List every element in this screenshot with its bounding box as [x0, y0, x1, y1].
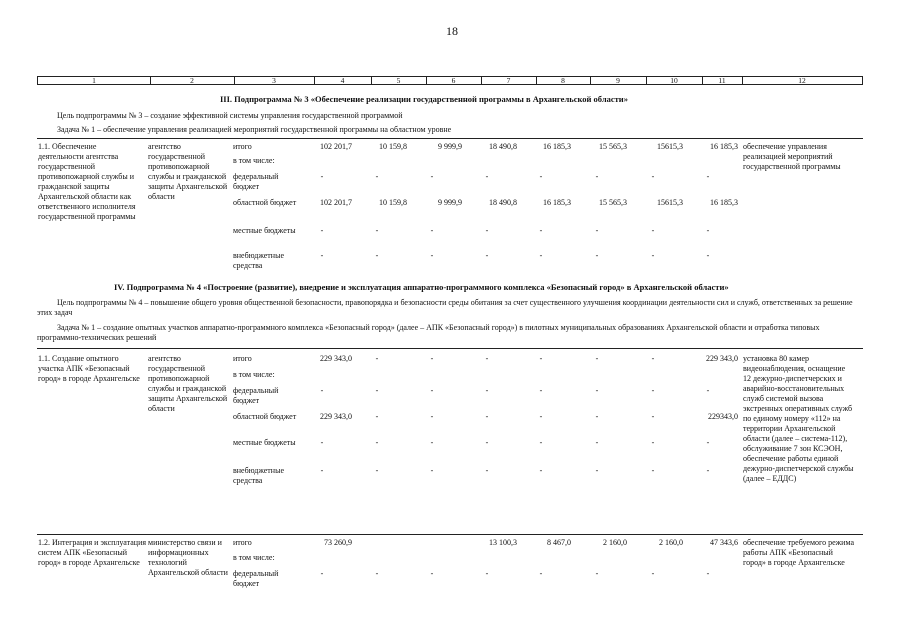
section4-item1-cell: -	[375, 466, 379, 475]
section4-task: Задача № 1 – создание опытных участков аппаратно-программного комплекса «Безопасный город» (далее – АПК «Безопасный город») в пилотных муниципальных образованиях Архангельской области и отработка типовых программно-технических решений	[37, 323, 820, 342]
section3-cell: 16 185,3	[710, 142, 738, 151]
section4-item1-cell: -	[320, 438, 324, 447]
section3-cell: -	[485, 251, 489, 260]
section4-item1-cell: -	[651, 438, 655, 447]
section3-cell: 102 201,7	[320, 142, 352, 151]
section4-item2-name: 1.2. Интеграция и эксплуатация систем АПК «Безопасный город» в городе Архангельске	[38, 538, 147, 567]
section3-separator	[37, 138, 863, 139]
section3-title: III. Подпрограмма № 3 «Обеспечение реализации государственной программы в Архангельской области»	[220, 94, 628, 104]
section3-cell: -	[706, 172, 710, 181]
section3-task: Задача № 1 – обеспечение управления реализацией мероприятий государственной программы на областном уровне	[57, 125, 452, 134]
section4-item1-cell: -	[706, 386, 710, 395]
section4-item1-row-label: в том числе:	[233, 370, 275, 379]
section4-item1-cell: -	[595, 386, 599, 395]
section4-separator	[37, 348, 863, 349]
section4-item1-cell: 229 343,0	[706, 354, 738, 363]
section4-item1-cell: -	[539, 354, 543, 363]
section3-row-label: в том числе:	[233, 156, 275, 165]
section4-item1-row-label: местные бюджеты	[233, 438, 296, 447]
section3-cell: -	[320, 172, 324, 181]
section4-item2-cell: -	[375, 569, 379, 578]
section3-row-label: местные бюджеты	[233, 226, 296, 235]
section3-cell: -	[651, 226, 655, 235]
section4-item1-cell: -	[485, 412, 489, 421]
section3-cell: -	[430, 172, 434, 181]
section3-cell: -	[430, 226, 434, 235]
section3-cell: 18 490,8	[489, 198, 517, 207]
section4-item1-cell: -	[430, 466, 434, 475]
col-header-7: 7	[481, 77, 537, 84]
section3-cell: -	[651, 251, 655, 260]
section3-cell: -	[539, 251, 543, 260]
section4-item2-row-label: федеральный бюджет	[233, 569, 279, 588]
section4-item1-cell: -	[595, 412, 599, 421]
section4-item1-cell: -	[320, 466, 324, 475]
section4-item1-cell: -	[651, 412, 655, 421]
section3-cell: 9 999,9	[438, 142, 462, 151]
section4-item1-cell: -	[706, 466, 710, 475]
section4-item1-cell: -	[651, 466, 655, 475]
section3-cell: -	[595, 251, 599, 260]
col-header-6: 6	[426, 77, 482, 84]
section3-cell: -	[539, 226, 543, 235]
section3-cell: 16 185,3	[543, 142, 571, 151]
section3-row-label: федеральный бюджет	[233, 172, 279, 191]
section4-item2-cell: -	[651, 569, 655, 578]
section4-item2-cell: 47 343,6	[710, 538, 738, 547]
section3-cell: -	[651, 172, 655, 181]
section4-item1-cell: -	[430, 386, 434, 395]
section4-item1-cell: -	[430, 412, 434, 421]
section4-item1-cell: -	[485, 386, 489, 395]
section4-item1-cell: -	[375, 354, 379, 363]
section4-item2-cell: 2 160,0	[603, 538, 627, 547]
page-number: 18	[446, 24, 458, 38]
section3-row-label: областной бюджет	[233, 198, 297, 207]
section4-item1-cell: 229 343,0	[320, 354, 352, 363]
section4-item1-cell: -	[375, 386, 379, 395]
section3-cell: 18 490,8	[489, 142, 517, 151]
section3-cell: -	[706, 226, 710, 235]
section3-cell: 10 159,8	[379, 198, 407, 207]
section4-item2-cell: 13 100,3	[489, 538, 517, 547]
section4-item1-cell: -	[651, 386, 655, 395]
section4-item2-separator	[37, 534, 863, 535]
section4-item1-cell: -	[651, 354, 655, 363]
section4-item1-result: установка 80 камер видеонаблюдения, оснащение 12 дежурно-диспетчерских и аварийно-восстановительных служб системой вызова экстренных оперативных служб по единому номеру «112» на территории Архангельской области (далее – система-112), обслуживание 7 зон КСЭОН, обеспечение работы единой дежурно-диспетчерской службы (далее – ЕДДС)	[743, 354, 854, 483]
section3-cell: -	[485, 226, 489, 235]
section4-item1-cell: -	[485, 438, 489, 447]
section3-cell: 102 201,7	[320, 198, 352, 207]
section4-item1-cell: -	[595, 354, 599, 363]
section3-cell: 10 159,8	[379, 142, 407, 151]
section3-cell: 16 185,3	[543, 198, 571, 207]
section4-item2-cell: 73 260,9	[324, 538, 352, 547]
section3-cell: -	[375, 172, 379, 181]
section4-item1-cell: -	[375, 438, 379, 447]
section4-item1-cell: -	[595, 438, 599, 447]
section4-goal: Цель подпрограммы № 4 – повышение общего уровня общественной безопасности, правопорядка и безопасности среды обитания за счет существенного улучшения координации деятельности сил и служб, ответственных за решение этих задач	[37, 298, 853, 317]
col-header-8: 8	[536, 77, 591, 84]
section4-item1-cell: -	[375, 412, 379, 421]
section4-item2-cell: 2 160,0	[659, 538, 683, 547]
section4-item2-cell: -	[706, 569, 710, 578]
section4-item1-executor: агентство государственной противопожарной службы и гражданской защиты Архангельской области	[148, 354, 228, 413]
section4-item1-row-label: итого	[233, 354, 252, 363]
section3-cell: -	[430, 251, 434, 260]
section4-item1-row-label: внебюджетные средства	[233, 466, 284, 485]
section4-item2-cell: -	[539, 569, 543, 578]
column-header-row	[37, 76, 863, 85]
section4-item2-result: обеспечение требуемого режима работы АПК «Безопасный город» в городе Архангельске	[743, 538, 855, 567]
section4-item1-cell: -	[539, 438, 543, 447]
section3-cell: -	[485, 172, 489, 181]
section3-item-name: 1.1. Обеспечение деятельности агентства государственной противопожарной службы и гражданской защиты Архангельской области как ответственного исполнителя государственной программы	[38, 142, 136, 221]
col-header-4: 4	[314, 77, 372, 84]
col-header-11: 11	[702, 77, 743, 84]
section3-cell: -	[595, 172, 599, 181]
section3-cell: 15 565,3	[599, 142, 627, 151]
section4-item1-cell: -	[485, 466, 489, 475]
section4-item1-cell: 229343,0	[708, 412, 738, 421]
section4-item2-cell: 8 467,0	[547, 538, 571, 547]
section4-item2-executor: министерство связи и информационных технологий Архангельской области	[148, 538, 228, 577]
section3-cell: 15 565,3	[599, 198, 627, 207]
section3-cell: 16 185,3	[710, 198, 738, 207]
section3-cell: -	[595, 226, 599, 235]
section3-cell: -	[375, 226, 379, 235]
section3-cell: -	[320, 251, 324, 260]
section3-cell: -	[375, 251, 379, 260]
col-header-1: 1	[38, 77, 151, 84]
section4-item1-cell: -	[430, 354, 434, 363]
section3-cell: 15615,3	[657, 142, 683, 151]
section4-item1-cell: -	[485, 354, 489, 363]
section4-item1-cell: -	[430, 438, 434, 447]
section4-item1-cell: -	[539, 412, 543, 421]
section3-cell: -	[320, 226, 324, 235]
section4-item1-cell: -	[320, 386, 324, 395]
section4-item1-row-label: федеральный бюджет	[233, 386, 279, 405]
section3-cell: 15615,3	[657, 198, 683, 207]
section3-cell: 9 999,9	[438, 198, 462, 207]
col-header-2: 2	[150, 77, 235, 84]
section3-cell: -	[539, 172, 543, 181]
section4-item1-cell: 229 343,0	[320, 412, 352, 421]
section4-item2-row-label: в том числе:	[233, 553, 275, 562]
section4-item1-cell: -	[539, 466, 543, 475]
section4-item1-cell: -	[595, 466, 599, 475]
section4-item1-row-label: областной бюджет	[233, 412, 297, 421]
section4-item2-cell: -	[595, 569, 599, 578]
section4-title: IV. Подпрограмма № 4 «Построение (развитие), внедрение и эксплуатация аппаратно-программного комплекса «Безопасный город» в Архангельской области»	[114, 282, 729, 292]
col-header-10: 10	[646, 77, 703, 84]
section4-item1-cell: -	[539, 386, 543, 395]
section4-item2-cell: -	[430, 569, 434, 578]
section3-cell: -	[706, 251, 710, 260]
section4-item1-cell: -	[706, 438, 710, 447]
col-header-3: 3	[234, 77, 315, 84]
section4-item2-cell: -	[485, 569, 489, 578]
section4-item1-name: 1.1. Создание опытного участка АПК «Безопасный город» в городе Архангельске	[38, 354, 140, 383]
col-header-9: 9	[590, 77, 647, 84]
col-header-12: 12	[798, 76, 806, 85]
section3-row-label: итого	[233, 142, 252, 151]
section3-goal: Цель подпрограммы № 3 – создание эффективной системы управления государственной программой	[57, 111, 403, 120]
section3-item-executor: агентство государственной противопожарной службы и гражданской защиты Архангельской области	[148, 142, 228, 201]
col-header-5: 5	[371, 77, 427, 84]
section3-item-result: обеспечение управления реализацией мероприятий государственной программы	[743, 142, 841, 171]
section4-item2-row-label: итого	[233, 538, 252, 547]
section4-item2-cell: -	[320, 569, 324, 578]
section3-row-label: внебюджетные средства	[233, 251, 284, 270]
